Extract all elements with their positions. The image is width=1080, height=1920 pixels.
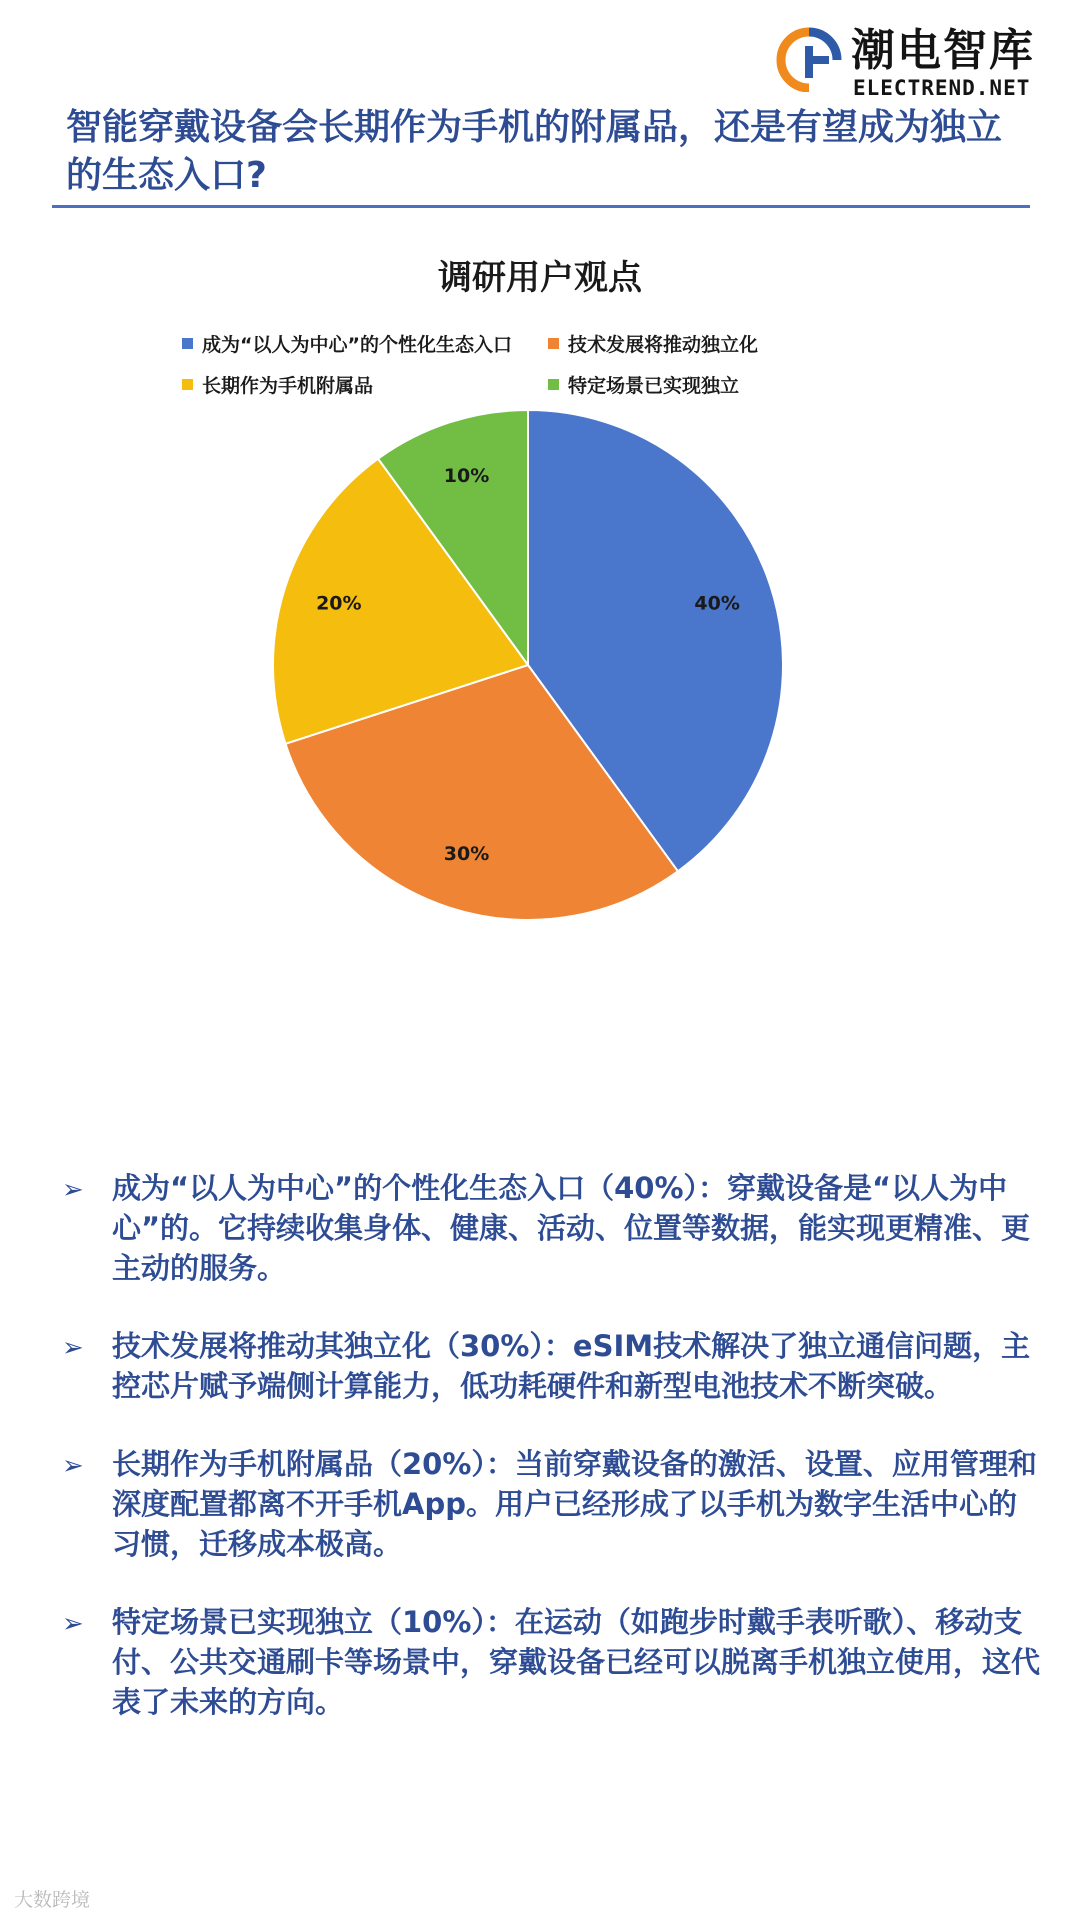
finding-item: [62, 1602, 1042, 1722]
legend-label: 技术发展将推动独立化: [568, 333, 759, 356]
findings-list: [62, 1168, 1042, 1760]
finding-item: [62, 1168, 1042, 1288]
finding-item: [62, 1326, 1042, 1406]
pie-data-label-1: 30%: [443, 843, 490, 866]
finding-text: 技术发展将推动其独立化（30%）：eSIM技术解决了独立通信问题，主控芯片赋予端侧计算能力，低功耗硬件和新型电池技术不断突破。: [112, 1329, 1031, 1403]
pie-slices: [273, 410, 783, 920]
arrow-bullet-icon: ➢: [62, 1451, 84, 1481]
finding-text: 长期作为手机附属品（20%）：当前穿戴设备的激活、设置、应用管理和深度配置都离不开手机App。用户已经形成了以手机为数字生活中心的习惯，迁移成本极高。: [112, 1447, 1037, 1561]
watermark: 大数跨境: [14, 1889, 91, 1911]
pie-data-label-2: 20%: [316, 592, 362, 615]
arrow-bullet-icon: ➢: [62, 1609, 84, 1639]
pie-data-label-3: 10%: [443, 464, 490, 487]
pie-chart: [0, 0, 1080, 940]
arrow-bullet-icon: ➢: [62, 1175, 84, 1205]
finding-text: 特定场景已实现独立（10%）：在运动（如跑步时戴手表听歌）、移动支付、公共交通刷卡等场景中，穿戴设备已经可以脱离手机独立使用，这代表了未来的方向。: [112, 1605, 1041, 1719]
brand-name-chinese: 潮电智库: [851, 25, 1035, 76]
page-title: 智能穿戴设备会长期作为手机的附属品，还是有望成为独立的生态入口?: [66, 107, 1003, 196]
arrow-bullet-icon: ➢: [62, 1333, 84, 1363]
legend-label: 特定场景已实现独立: [568, 374, 740, 397]
legend-label: 长期作为手机附属品: [202, 374, 374, 397]
brand-name-english: ELECTREND.NET: [853, 76, 1031, 100]
finding-item: [62, 1444, 1042, 1564]
legend-label: 成为“以人为中心”的个性化生态入口: [202, 333, 512, 356]
finding-text: 成为“以人为中心”的个性化生态入口（40%）：穿戴设备是“以人为中心”的。它持续收集身体、健康、活动、位置等数据，能实现更精准、更主动的服务。: [112, 1171, 1031, 1285]
chart-title: 调研用户观点: [438, 258, 642, 298]
pie-data-label-0: 40%: [694, 592, 740, 615]
